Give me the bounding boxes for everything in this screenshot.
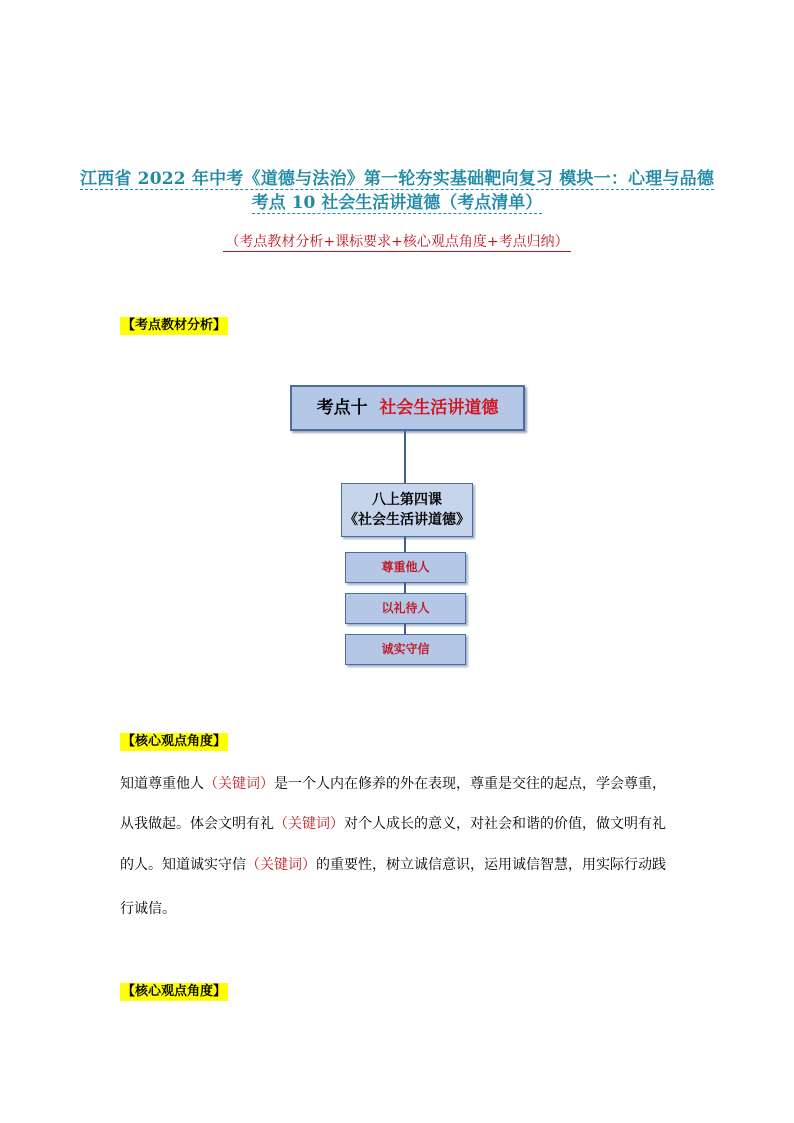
section-tag-core-view-2: 【核心观点角度】 [122, 984, 227, 999]
paragraph-line: 知道尊重他人（关键词）是一个人内在修养的外在表现，尊重是交往的起点，学会尊重， [120, 776, 666, 792]
diagram-main-box [290, 385, 525, 431]
paragraph-line: 从我做起。体会文明有礼（关键词）对个人成长的意义，对社会和谐的价值，做文明有礼 [120, 816, 666, 832]
main-topic: 社会生活讲道德 [379, 398, 499, 418]
section-tag-textbook-analysis: 【考点教材分析】 [122, 318, 227, 333]
document-title-line1: 江西省 2022 年中考《道德与法治》第一轮夯实基础靶向复习 模块一：心理与品德 [79, 169, 715, 189]
connector-line [404, 583, 406, 593]
connector-line [404, 537, 406, 552]
lesson-line2: 《社会生活讲道德》 [344, 512, 470, 528]
connector-line [404, 431, 406, 483]
paragraph-line: 的人。知道诚实守信（关键词）的重要性，树立诚信意识，运用诚信智慧，用实际行动践 [120, 857, 666, 873]
lesson-line1: 八上第四课 [372, 492, 442, 508]
main-prefix: 考点十 [316, 398, 368, 418]
document-title-line2: 考点 10 社会生活讲道德（考点清单） [251, 193, 543, 213]
diagram-item-respect: 尊重他人 [345, 552, 466, 583]
section-tag-core-view: 【核心观点角度】 [122, 734, 227, 749]
paragraph-line: 行诚信。 [120, 901, 176, 917]
connector-line [404, 624, 406, 634]
diagram-lesson-box [341, 483, 473, 537]
diagram-item-courtesy: 以礼待人 [345, 593, 466, 624]
diagram-item-honesty: 诚实守信 [345, 634, 466, 665]
document-subtitle: （考点教材分析+课标要求+核心观点角度+考点归纳） [225, 234, 569, 250]
